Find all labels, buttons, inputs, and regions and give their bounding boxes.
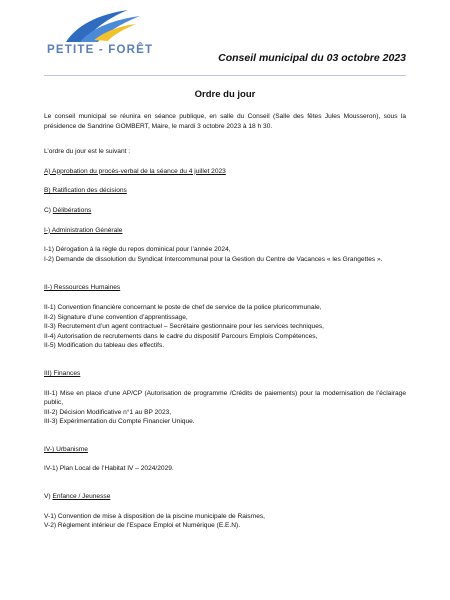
meeting-title: Conseil municipal du 03 octobre 2023 <box>218 52 406 64</box>
group-heading-rh: II-) Ressources Humaines <box>44 284 121 292</box>
logo-text: PETITE - FORÊT <box>47 44 154 56</box>
group-heading-enfance-prefix: V) <box>44 493 53 501</box>
list-item: III-3) Expérimentation du Compte Financier Unique. <box>44 418 195 426</box>
list-item: II-5) Modification du tableau des effectifs. <box>44 342 165 350</box>
list-item: V-1) Convention de mise à disposition de la piscine municipale de Raismes, <box>44 512 266 520</box>
list-item: I-1) Dérogation à la règle du repos dominical pour l’année 2024, <box>44 246 231 254</box>
list-item: V-2) Règlement intérieur de l’Espace Emploi et Numérique (E.E.N). <box>44 522 241 530</box>
list-item: III-1) Mise en place d’une AP/CP (Autorisation de programme /Crédits de paiements) pour la modernisation de l’éclairage public, <box>44 389 406 407</box>
list-item: I-2) Demande de dissolution du Syndicat Intercommunal pour la Gestion du Centre de Vacances « les Grangettes ». <box>44 255 383 263</box>
section-a: A) Approbation du procès-verbal de la séance du 4 juillet 2023 <box>44 167 226 175</box>
page-title: Ordre du jour <box>194 89 256 100</box>
group-heading-finances: III) Finances <box>44 369 81 377</box>
document-body <box>44 112 406 531</box>
intro-paragraph: Le conseil municipal se réunira en séance publique, en salle du Conseil (Salle des fêtes Jules Mousseron), sous la présidence de Sandrine GOMBERT, Maire, le mardi 3 octobre 2023 à 18 h 30. <box>44 113 406 130</box>
section-b: B) Ratification des décisions <box>44 187 127 195</box>
lead-text: L’ordre du jour est le suivant : <box>44 148 131 156</box>
list-item: II-2) Signature d’une convention d’apprentissage, <box>44 313 188 321</box>
group-heading-enfance-label: Enfance / Jeunesse <box>52 493 111 501</box>
group-heading-admin: I-) Administration Générale <box>44 226 123 234</box>
header-divider <box>44 75 406 76</box>
list-item: II-3) Recrutement d’un agent contractuel – Secrétaire gestionnaire pour les services techniques, <box>44 323 325 331</box>
group-heading-urbanisme: IV-) Urbanisme <box>44 445 88 453</box>
list-item: III-2) Décision Modificative n°1 au BP 2023, <box>44 408 172 416</box>
logo-swoosh-icon <box>58 8 144 44</box>
list-item: II-1) Convention financière concernant le poste de chef de service de la police pluricommunale, <box>44 303 322 311</box>
section-c <box>44 206 406 216</box>
list-item: IV-1) Plan Local de l’Habitat IV – 2024/2029. <box>44 465 174 473</box>
petite-foret-logo <box>44 8 164 60</box>
section-c-label: Délibérations <box>52 206 92 214</box>
list-item: II-4) Autorisation de recrutements dans le cadre du dispositif Parcours Emplois Compétences, <box>44 332 318 340</box>
section-c-prefix: C) <box>44 206 53 214</box>
group-heading-enfance <box>44 492 406 502</box>
